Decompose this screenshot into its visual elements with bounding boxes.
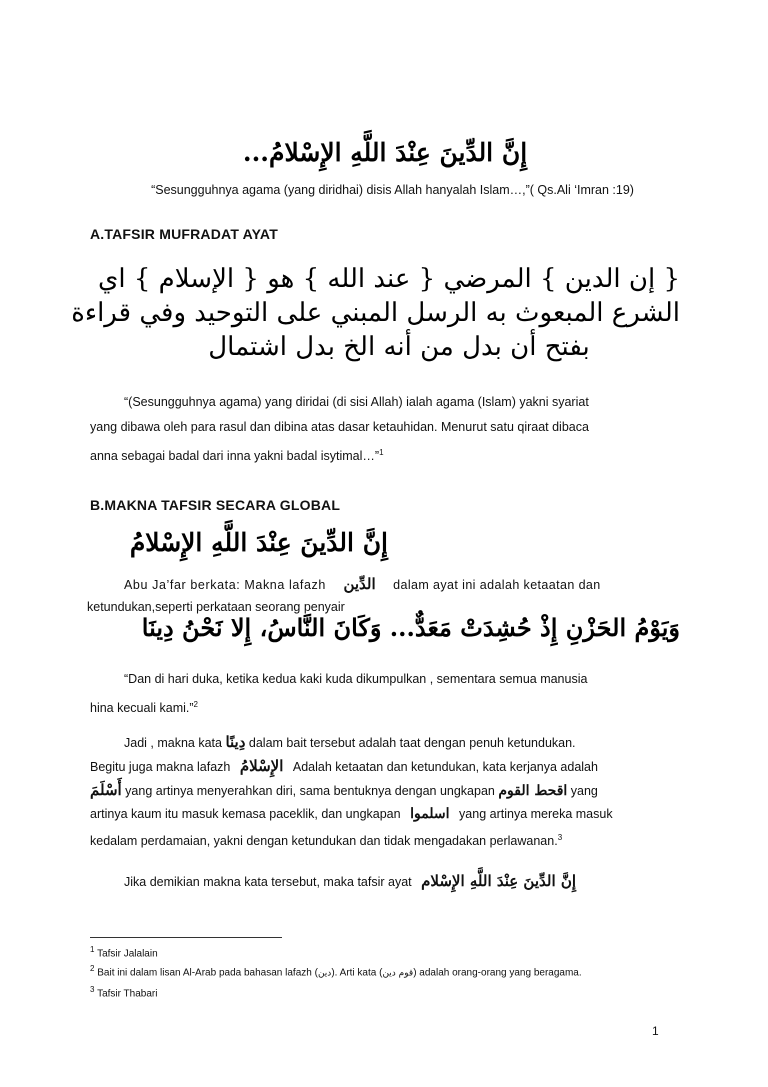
verse-arabic-title: إِنَّ الدِّينَ عِنْدَ اللَّهِ الإِسْلامُ... [242,138,528,167]
tafsir-arabic-line: { إن الدين } المرضي { عند الله } هو { الإسلام } اي [98,264,680,294]
poem-translation [90,667,676,721]
abu-jafar-line: Abu Ja’far berkata: Makna lafazh الدِّين dalam ayat ini adalah ketaatan dan [124,575,601,593]
translation-line: yang dibawa oleh para rasul dan dibina atas dasar ketauhidan. Menurut satu qiraat dibaca [90,420,589,434]
tafsir-arabic-line: الشرع المبعوث به الرسل المبني على التوحيد وفي قراءة [71,298,680,328]
footnote-separator [90,937,282,938]
arabic-verse-inline: إِنَّ الدِّينَ عِنْدَ اللَّهِ الإِسْلام [421,872,577,890]
footnote-1: $^1$ Tafsir Jalalain [90,945,158,960]
abu-jafar-paragraph [87,573,676,618]
footnote-2: $^2$ Bait ini dalam lisan Al-Arab pada bahasan lafazh (دين). Arti kata (قوم دين) adalah orang-orang yang beragama. [90,964,582,979]
section-b-heading: B.MAKNA TAFSIR SECARA GLOBAL [90,497,341,513]
meaning-paragraph [90,731,676,853]
translation-line: hina kecuali kami.”$^2$ [90,700,198,716]
arabic-term: اقحط القوم [498,783,568,799]
verse-translation: “Sesungguhnya agama (yang diridhai) disis Allah hanyalah Islam…,”( Qs.Ali ‘Imran :19) [151,183,634,197]
footnote-ref[interactable]: 1 [379,448,384,457]
page-number: 1 [652,1024,659,1038]
translation-line: anna sebagai badal dari inna yakni badal isytimal…”$^1$ [90,448,384,464]
arabic-term: أَسْلَمَ [90,781,122,799]
tafsir-arabic-block [71,262,680,364]
section-a-heading: A.TAFSIR MUFRADAT AYAT [90,226,278,242]
meaning-line: أَسْلَمَ yang artinya menyerahkan diri, sama bentuknya dengan ungkapan اقحط القوم yang [90,781,598,799]
tafsir-translation [90,390,676,469]
arabic-term: الدِّين [343,575,376,593]
conclusion-paragraph [90,869,676,895]
meaning-line: Jadi , makna kata دِينًا dalam bait tersebut adalah taat dengan penuh ketundukan. [124,733,576,751]
arabic-term: الإِسْلامُ [239,757,284,775]
abu-jafar-line: ketundukan,seperti perkataan seorang penyair [87,600,345,614]
meaning-line: Begitu juga makna lafazh الإِسْلامُ Adalah ketaatan dan ketundukan, kata kerjanya adalah [90,757,598,775]
poem-arabic: وَيَوْمُ الحَزْنِ إِذْ حُشِدَتْ مَعَدٌّ... وَكَانَ النَّاسُ، إِلا نَحْنُ دِينَا [141,613,680,642]
translation-line: “(Sesungguhnya agama) yang diridai (di sisi Allah) ialah agama (Islam) yakni syariat [124,395,589,409]
verse-arabic: إِنَّ الدِّينَ عِنْدَ اللَّهِ الإِسْلامُ [129,528,388,557]
meaning-line: kedalam perdamaian, yakni dengan ketundukan dan tidak mengadakan perlawanan.$^3$ [90,833,563,849]
tafsir-arabic-line: بفتح أن بدل من أنه الخ بدل اشتمال [208,332,590,362]
footnote-ref[interactable]: 3 [557,833,563,842]
footnotes [90,942,690,1001]
conclusion-line: Jika demikian makna kata tersebut, maka tafsir ayat إِنَّ الدِّينَ عِنْدَ اللَّهِ الإِسْلام [124,872,577,890]
translation-line: “Dan di hari duka, ketika kedua kaki kuda dikumpulkan , sementara semua manusia [124,672,588,686]
meaning-line: artinya kaum itu masuk kemasa paceklik, dan ungkapan اسلموا yang artinya mereka masuk [90,806,613,822]
footnote-ref[interactable]: 2 [193,700,198,709]
arabic-term: اسلموا [410,806,450,822]
footnote-3: $^3$ Tafsir Thabari [90,984,158,999]
arabic-term: دِينًا [225,733,246,751]
